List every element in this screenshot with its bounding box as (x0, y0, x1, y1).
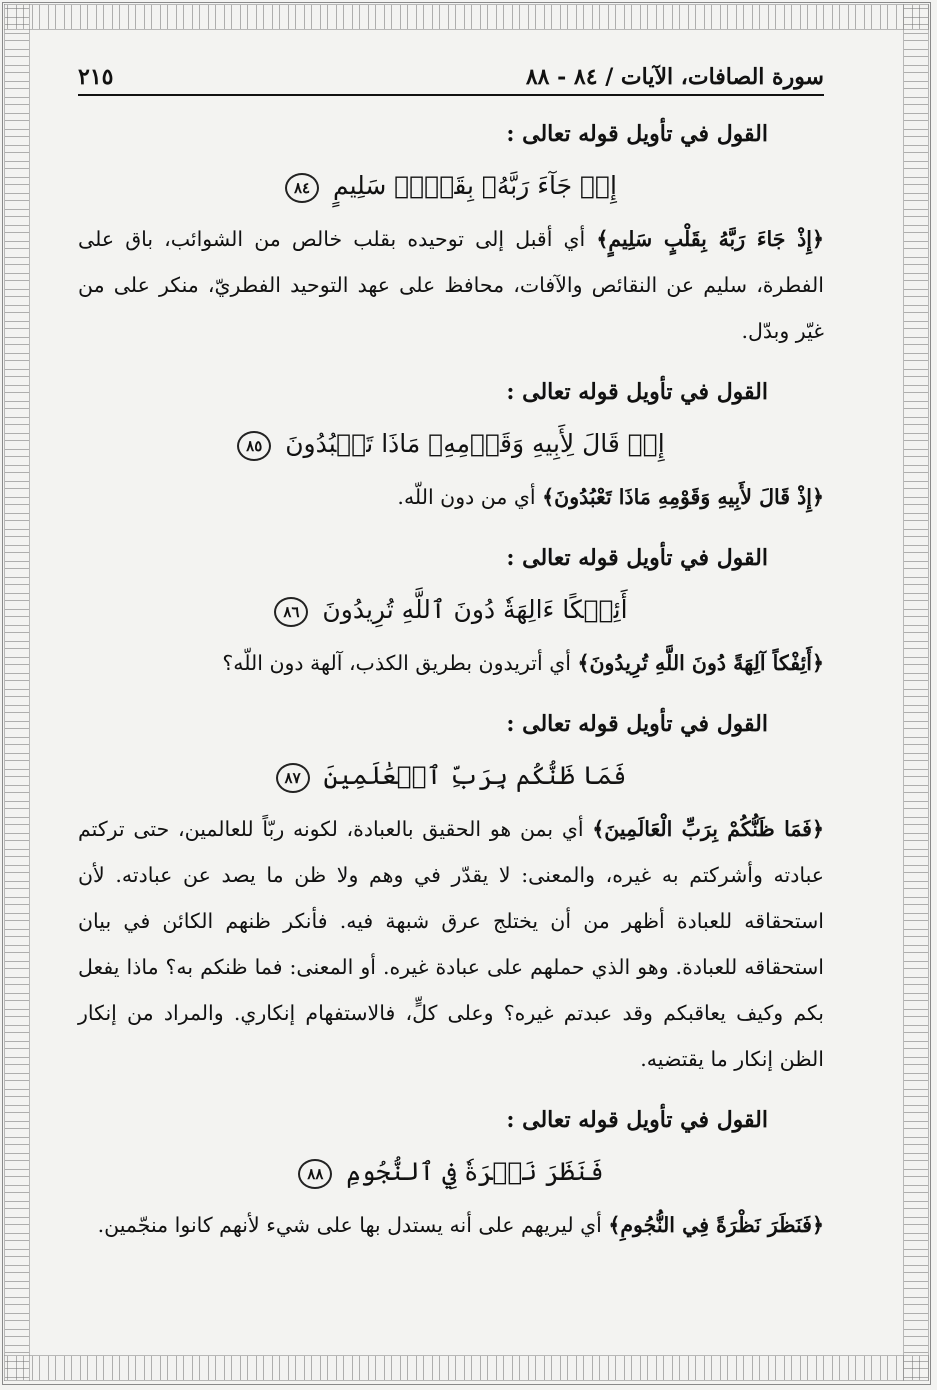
decorative-border-left (4, 4, 30, 1381)
verse-number-icon: ٨٥ (237, 431, 271, 461)
section-heading: القول في تأويل قوله تعالى : (506, 1107, 768, 1133)
verse-quote: ﴿إِذْ قَالَ لأَبِيهِ وَقَوْمِهِ مَاذَا تَعْبُدُونَ﴾ (542, 485, 824, 509)
section-heading: القول في تأويل قوله تعالى : (506, 545, 768, 571)
section-84 (78, 114, 824, 354)
verse-line (78, 754, 824, 798)
decorative-border-top (4, 4, 929, 30)
verse-quote: ﴿إِذْ جَاءَ رَبَّهُ بِقَلْبٍ سَلِيمٍ﴾ (596, 227, 824, 251)
header-title: سورة الصافات، الآيات / ٨٤ - ٨٨ (525, 64, 824, 90)
commentary-text: أي أتريدون بطريق الكذب، آلهة دون اللّه؟ (222, 651, 578, 675)
verse-number-icon: ٨٧ (276, 763, 310, 793)
verse-quote: ﴿فَنَظَرَ نَظْرَةً فِي النُّجُومِ﴾ (608, 1213, 824, 1237)
commentary-paragraph (78, 1202, 824, 1248)
verse-text: إِذۡ قَالَ لِأَبِيهِ وَقَوۡمِهِۦ مَاذَا تَعۡبُدُونَ (285, 429, 665, 458)
page-content (78, 50, 824, 1248)
verse-quote: ﴿أَئِفْكاً آلِهَةً دُونَ اللَّهِ تُرِيدُونَ﴾ (577, 651, 824, 675)
verse-number-icon: ٨٨ (298, 1159, 332, 1189)
section-heading: القول في تأويل قوله تعالى : (506, 121, 768, 147)
commentary-paragraph (78, 216, 824, 354)
decorative-border-right (903, 4, 929, 1381)
verse-text: أَئِفۡكًا ءَالِهَةٗ دُونَ ٱللَّهِ تُرِيدُونَ (322, 595, 628, 624)
section-87 (78, 704, 824, 1082)
verse-quote: ﴿فَمَا ظَنُّكُمْ بِرَبِّ الْعَالَمِينَ﴾ (592, 817, 824, 841)
verse-line (78, 164, 824, 208)
commentary-paragraph (78, 640, 824, 686)
verse-number-icon: ٨٦ (274, 597, 308, 627)
commentary-text: أي من دون اللّه. (397, 485, 543, 509)
commentary-text: أي أقبل إلى توحيده بقلب خالص من الشوائب، باق على الفطرة، سليم عن النقائص والآفات، محافظ على عهد التوحيد الفطريّ، منكر على من غيّر وبدّل. (78, 227, 824, 343)
verse-text: إِذۡ جَآءَ رَبَّهُۥ بِقَلۡبٖ سَلِيمٍ (332, 171, 617, 200)
verse-text: فَمَا ظَنُّكُم بِرَبِّ ٱلۡعَٰلَمِينَ (323, 761, 627, 790)
section-heading: القول في تأويل قوله تعالى : (506, 711, 768, 737)
section-86 (78, 538, 824, 686)
verse-text: فَنَظَرَ نَظۡرَةٗ فِي ٱلنُّجُومِ (346, 1157, 604, 1186)
verse-line (78, 588, 824, 632)
commentary-paragraph (78, 474, 824, 520)
verse-line (78, 422, 824, 466)
commentary-text: أي ليريهم على أنه يستدل بها على شيء لأنهم كانوا منجّمين. (97, 1213, 609, 1237)
section-heading: القول في تأويل قوله تعالى : (506, 379, 768, 405)
section-85 (78, 372, 824, 520)
verse-line (78, 1150, 824, 1194)
section-88 (78, 1100, 824, 1248)
verse-number-icon: ٨٤ (285, 173, 319, 203)
page-number: ٢١٥ (78, 64, 114, 90)
commentary-paragraph (78, 806, 824, 1082)
decorative-border-bottom (4, 1355, 929, 1381)
commentary-text: أي بمن هو الحقيق بالعبادة، لكونه ربّاً للعالمين، حتى تركتم عبادته وأشركتم به غيره، والمعنى: لا يقدّر في وهم ولا ظن ما يصد عن عبادته. لأن استحقاقه للعبادة أظهر من أن يختلج عرق شبهة فيه. فأنكر ظنهم الكائن في بيان استحقاقه للعبادة. وهو الذي حملهم على عبادة غيره. أو المعنى: فما ظنكم به؟ ماذا يفعل بكم وكيف يعاقبكم وقد عبدتم غيره؟ وعلى كلٍّ، فالاستفهام إنكاري. والمراد من إنكار الظن إنكار ما يقتضيه. (78, 817, 824, 1071)
running-header (78, 50, 824, 96)
